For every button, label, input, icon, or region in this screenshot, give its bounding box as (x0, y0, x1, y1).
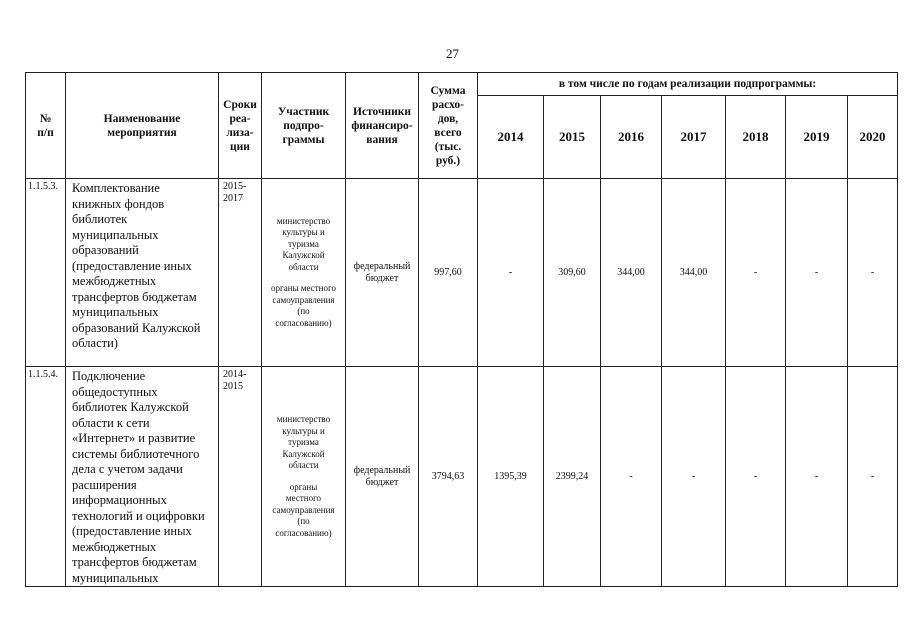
year-value: 1395,39 (478, 367, 544, 587)
col-header-participant: Участник подпро- граммы (262, 73, 346, 179)
row-number: 1.1.5.4. (26, 367, 66, 587)
funding-source: федеральный бюджет (346, 179, 419, 367)
col-header-year-2014: 2014 (478, 96, 544, 179)
col-header-year-2019: 2019 (786, 96, 848, 179)
year-value: - (662, 367, 726, 587)
total-sum: 997,60 (419, 179, 478, 367)
participant-local: органы местного самоуправления (по согласованию) (271, 283, 336, 328)
col-header-year-2018: 2018 (726, 96, 786, 179)
activity-name: Подключение общедоступных библиотек Калужской области к сети «Интернет» и развитие системы библиотечного дела с учетом задачи расширения информационных технологий и оцифровки (предоставление иных межбюджетных трансфертов бюджетам муниципальных (66, 367, 219, 587)
col-header-term: Сроки реа- лиза- ции (219, 73, 262, 179)
participant-ministry: министерство культуры и туризма Калужской области (276, 414, 331, 470)
col-header-name: Наименование мероприятия (66, 73, 219, 179)
col-header-year-2016: 2016 (601, 96, 662, 179)
year-value: - (601, 367, 662, 587)
col-header-sum: Сумма расхо- дов, всего (тыс. руб.) (419, 73, 478, 179)
col-header-years-group: в том числе по годам реализации подпрограммы: (478, 73, 898, 96)
activity-term: 2015- 2017 (219, 179, 262, 367)
page-number: 27 (446, 46, 459, 61)
col-header-sources: Источники финансиро- вания (346, 73, 419, 179)
year-value: - (786, 367, 848, 587)
year-value: 309,60 (544, 179, 601, 367)
activity-name: Комплектование книжных фондов библиотек муниципальных образований (предоставление иных межбюджетных трансфертов бюджетам муниципальных образований Калужской области) (66, 179, 219, 367)
year-value: - (478, 179, 544, 367)
year-value: - (848, 179, 898, 367)
year-value: 344,00 (662, 179, 726, 367)
participant-ministry: министерство культуры и туризма Калужской области (276, 215, 331, 272)
activity-term: 2014- 2015 (219, 367, 262, 587)
total-sum: 3794,63 (419, 367, 478, 587)
table-row (26, 179, 898, 367)
budget-table (25, 72, 898, 587)
participant-cell (262, 179, 346, 367)
table-row (26, 367, 898, 587)
col-header-year-2015: 2015 (544, 96, 601, 179)
col-header-num: № п/п (26, 73, 66, 179)
year-value: 2399,24 (544, 367, 601, 587)
col-header-year-2020: 2020 (848, 96, 898, 179)
year-value: - (726, 179, 786, 367)
participant-local: органы местного самоуправления (по согласованию) (272, 481, 335, 538)
funding-source: федеральный бюджет (346, 367, 419, 587)
year-value: - (726, 367, 786, 587)
row-number: 1.1.5.3. (26, 179, 66, 367)
year-value: - (786, 179, 848, 367)
col-header-year-2017: 2017 (662, 96, 726, 179)
year-value: 344,00 (601, 179, 662, 367)
year-value: - (848, 367, 898, 587)
participant-cell (262, 367, 346, 587)
